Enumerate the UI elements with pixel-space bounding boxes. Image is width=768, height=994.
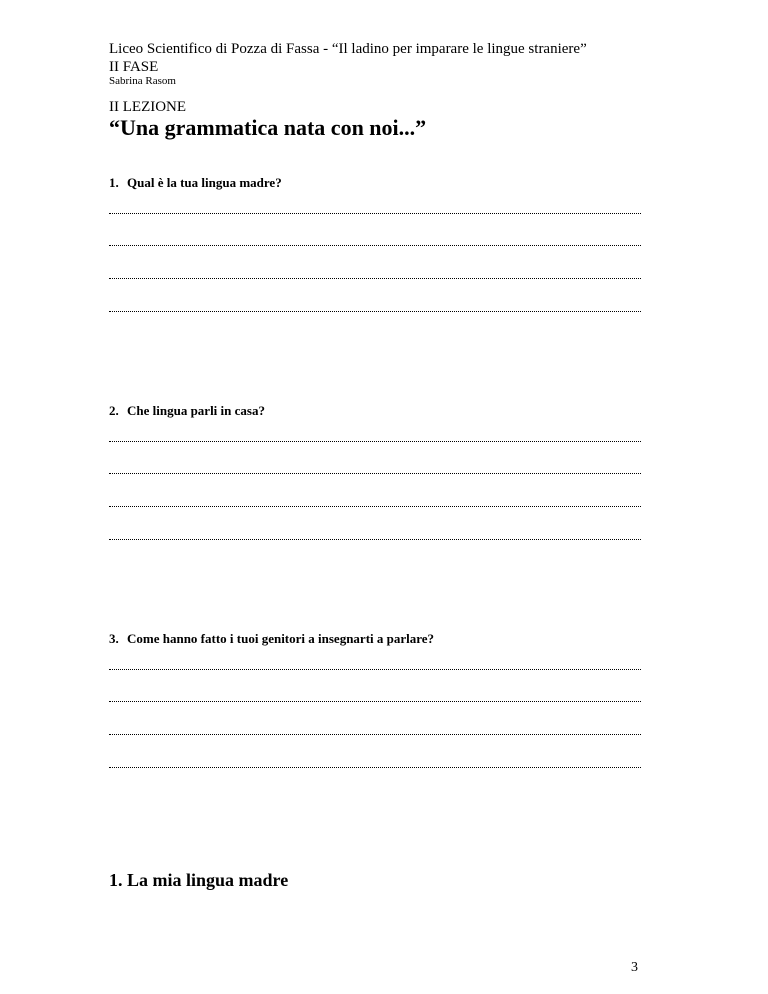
header-phase: II FASE [109, 59, 159, 75]
question-2 [109, 403, 265, 419]
question-number: 3. [109, 631, 119, 646]
question-text: Come hanno fatto i tuoi genitori a insegnarti a parlare? [127, 631, 435, 646]
question-text: Che lingua parli in casa? [127, 403, 265, 418]
answer-line[interactable] [109, 245, 641, 246]
answer-line[interactable] [109, 213, 641, 214]
header-school-title: Liceo Scientifico di Pozza di Fassa - “Il ladino per imparare le lingue straniere” [109, 41, 587, 57]
answer-line[interactable] [109, 473, 641, 474]
answer-line[interactable] [109, 278, 641, 279]
answer-line[interactable] [109, 767, 641, 768]
page-number: 3 [631, 960, 638, 975]
question-number: 2. [109, 403, 119, 418]
question-text: Qual è la tua lingua madre? [127, 175, 282, 190]
question-1 [109, 175, 282, 191]
answer-line[interactable] [109, 506, 641, 507]
answer-line[interactable] [109, 734, 641, 735]
answer-line[interactable] [109, 311, 641, 312]
question-3 [109, 631, 434, 647]
answer-line[interactable] [109, 669, 641, 670]
lesson-title: “Una grammatica nata con noi...” [109, 115, 427, 140]
header-author: Sabrina Rasom [109, 75, 176, 87]
section-heading: 1. La mia lingua madre [109, 870, 289, 890]
answer-line[interactable] [109, 701, 641, 702]
lesson-label: II LEZIONE [109, 99, 187, 115]
question-number: 1. [109, 175, 119, 190]
answer-line[interactable] [109, 539, 641, 540]
answer-line[interactable] [109, 441, 641, 442]
